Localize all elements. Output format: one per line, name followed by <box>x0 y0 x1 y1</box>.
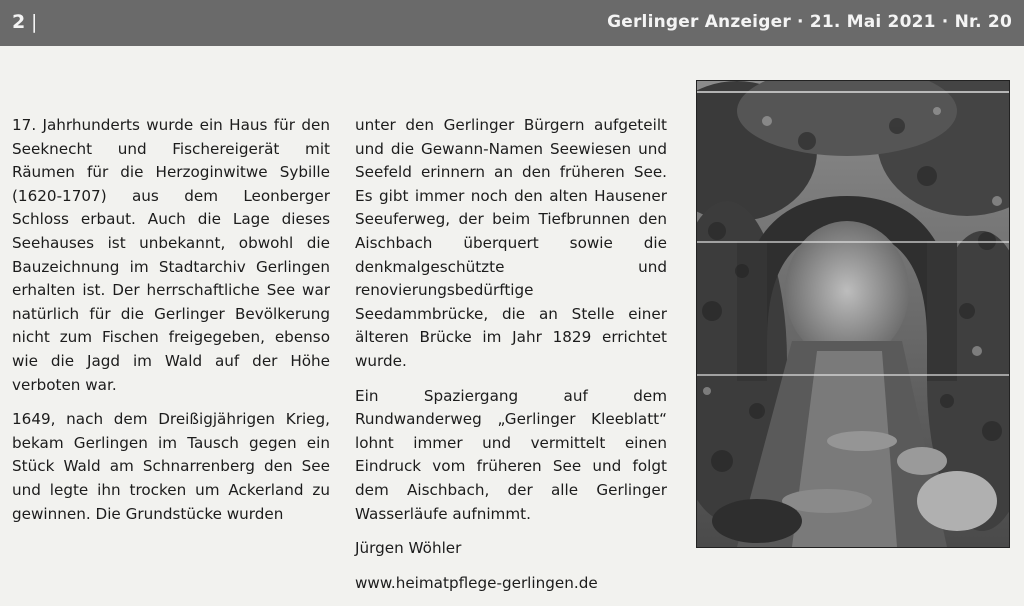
page-header <box>0 0 1024 46</box>
text-column-middle <box>355 114 667 606</box>
website-link: www.heimatpflege-gerlingen.de <box>355 573 598 592</box>
masthead: Gerlinger Anzeiger · 21. Mai 2021 · Nr. 20 <box>607 12 1012 32</box>
page-number: 2 <box>12 11 26 33</box>
bridge-photo-image <box>697 81 1009 547</box>
text-column-left <box>12 114 330 537</box>
author-name: Jürgen Wöhler <box>355 539 462 558</box>
paragraph: 1649, nach dem Dreißigjährigen Krieg, bekam Gerlingen im Tausch gegen ein Stück Wald am Schnarrenberg den See und legte ihn trocken um Ackerland zu gewinnen. Die Grundstücke wurden <box>12 410 330 523</box>
paragraph: unter den Gerlinger Bürgern aufgeteilt und die Gewann-Namen Seewiesen und Seefeld erinnern an den früheren See. Es gibt immer noch den alten Hausener Seeuferweg, der beim Tiefbrunnen den Aischbach überquert sowie die denkmalgeschützte und renovierungsbedürftige Seedammbrücke, die an Stelle einer älteren Brücke im Jahr 1829 errichtet wurde. <box>355 116 667 370</box>
paragraph: Ein Spaziergang auf dem Rundwanderweg „Gerlinger Kleeblatt“ lohnt immer und vermittelt einen Eindruck vom früheren See und folgt dem Aischbach, der alle Gerlinger Wasserläufe aufnimmt. <box>355 386 667 523</box>
header-separator: | <box>31 11 38 33</box>
bridge-photo <box>696 80 1010 548</box>
paragraph: 17. Jahrhunderts wurde ein Haus für den Seeknecht und Fischereigerät mit Räumen für die Herzoginwitwe Sybille (1620-1707) aus dem Leonberger Schloss erbaut. Auch die Lage dieses Seehauses ist unbekannt, obwohl die Bauzeichnung im Stadtarchiv Gerlingen erhalten ist. Der herrschaftliche See war natürlich für die Gerlinger Bevölkerung nicht zum Fischen freigegeben, ebenso wie die Jagd im Wald auf der Höhe verboten war. <box>12 116 330 394</box>
